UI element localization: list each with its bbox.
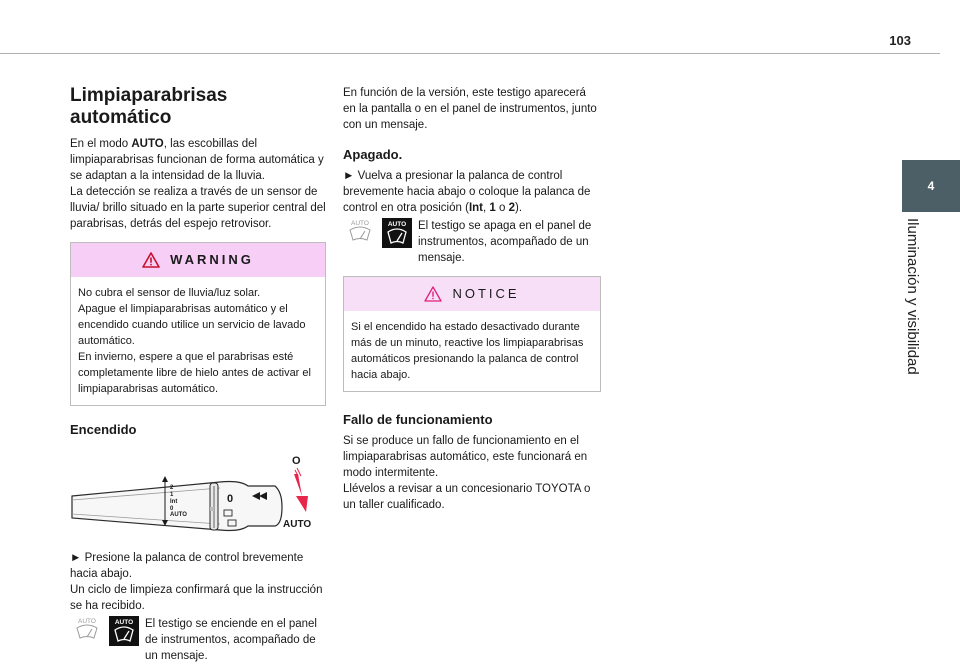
on-indicator-text: El testigo se enciende en el panel de instrumentos, acompañado de un mensaje.: [145, 618, 317, 662]
off-heading: Apagado.: [343, 147, 403, 162]
warning-title: WARNING: [170, 252, 254, 267]
left-column: [70, 85, 326, 664]
off-indicator-text: El testigo se apaga en el panel de instrumentos, acompañado de un mensaje.: [418, 220, 592, 264]
svg-text:AUTO: AUTO: [387, 221, 407, 228]
indicator-intro: En función de la versión, este testigo aparecerá en la pantalla o en el panel de instrumentos, junto con un mensaje.: [343, 87, 597, 131]
warning-line: No cubra el sensor de lluvia/luz solar.: [78, 287, 261, 299]
off-indicator-row: [343, 218, 601, 266]
warning-line: Apague el limpiaparabrisas automático y el encendido cuando utilice un servicio de lavado automático.: [78, 303, 306, 347]
stalk-o-label: O: [292, 455, 301, 467]
warning-icon: [142, 252, 160, 268]
warning-line: En invierno, espere a que el parabrisas esté completamente libre de hielo antes de activar el limpiaparabrisas automático.: [78, 351, 311, 395]
stalk-auto-label: AUTO: [283, 519, 312, 530]
notice-icon: [424, 286, 442, 302]
on-step: ► Presione la palanca de control brevemente hacia abajo.: [70, 552, 304, 580]
indicator-icons: [343, 218, 412, 248]
auto-wiper-icon-outline: [70, 616, 104, 642]
off-step: ► Vuelva a presionar la palanca de control brevemente hacia abajo o coloque la palanca de control en otra posición (Int, 1 o 2).: [343, 170, 591, 214]
stalk-position-auto: AUTO: [170, 512, 187, 518]
stalk-position-int: Int: [170, 499, 178, 505]
right-column: [343, 85, 601, 513]
warning-body: [71, 277, 325, 405]
page-title: Limpiaparabrisas automático: [70, 85, 228, 128]
svg-text:AUTO: AUTO: [78, 618, 96, 625]
notice-header: [344, 277, 600, 311]
auto-wiper-icon-solid: [109, 616, 139, 646]
svg-text:AUTO: AUTO: [351, 220, 369, 227]
wiper-stalk-illustration: [70, 452, 320, 542]
header-rule: [0, 53, 940, 54]
fault-paragraph: Si se produce un fallo de funcionamiento en el limpiaparabrisas automático, este funcionará en modo intermitente.: [343, 435, 588, 479]
notice-body: Si el encendido ha estado desactivado durante más de un minuto, reactive los limpiaparabrisas automáticos presionando la palanca de control hacia abajo.: [351, 321, 584, 381]
chapter-number: 4: [927, 179, 935, 193]
on-indicator-row: [70, 616, 326, 664]
on-heading: Encendido: [70, 422, 137, 437]
stalk-position-0: 0: [170, 506, 174, 512]
svg-text:AUTO: AUTO: [114, 619, 134, 626]
indicator-icons: [70, 616, 139, 646]
press-down-arrow-icon: [294, 474, 308, 512]
warning-box: [70, 242, 326, 406]
auto-wiper-icon-solid: [382, 218, 412, 248]
notice-box: [343, 276, 601, 392]
intro-paragraph: En el modo AUTO, las escobillas del limpiaparabrisas funcionan de forma automática y se adaptan a la intensidad de la lluvia.: [70, 138, 324, 182]
on-cycle: Un ciclo de limpieza confirmará que la instrucción se ha recibido.: [70, 584, 323, 612]
auto-wiper-icon-outline: [343, 218, 377, 244]
intro-paragraph-2: La detección se realiza a través de un sensor de lluvia/ brillo situado en la parte superior central del parabrisas, detrás del espejo retrovisor.: [70, 186, 326, 230]
stalk-ring-0: 0: [227, 493, 234, 505]
page-number: 103: [889, 33, 911, 48]
chapter-label: Iluminación y visibilidad: [904, 218, 921, 375]
stalk-position-1: 1: [170, 492, 174, 498]
warning-header: [71, 243, 325, 277]
notice-title: NOTICE: [452, 286, 520, 301]
stalk-position-2: 2: [170, 485, 174, 491]
fault-paragraph-2: Llévelos a revisar a un concesionario TOYOTA o un taller cualificado.: [343, 483, 591, 511]
fault-heading: Fallo de funcionamiento: [343, 412, 493, 427]
